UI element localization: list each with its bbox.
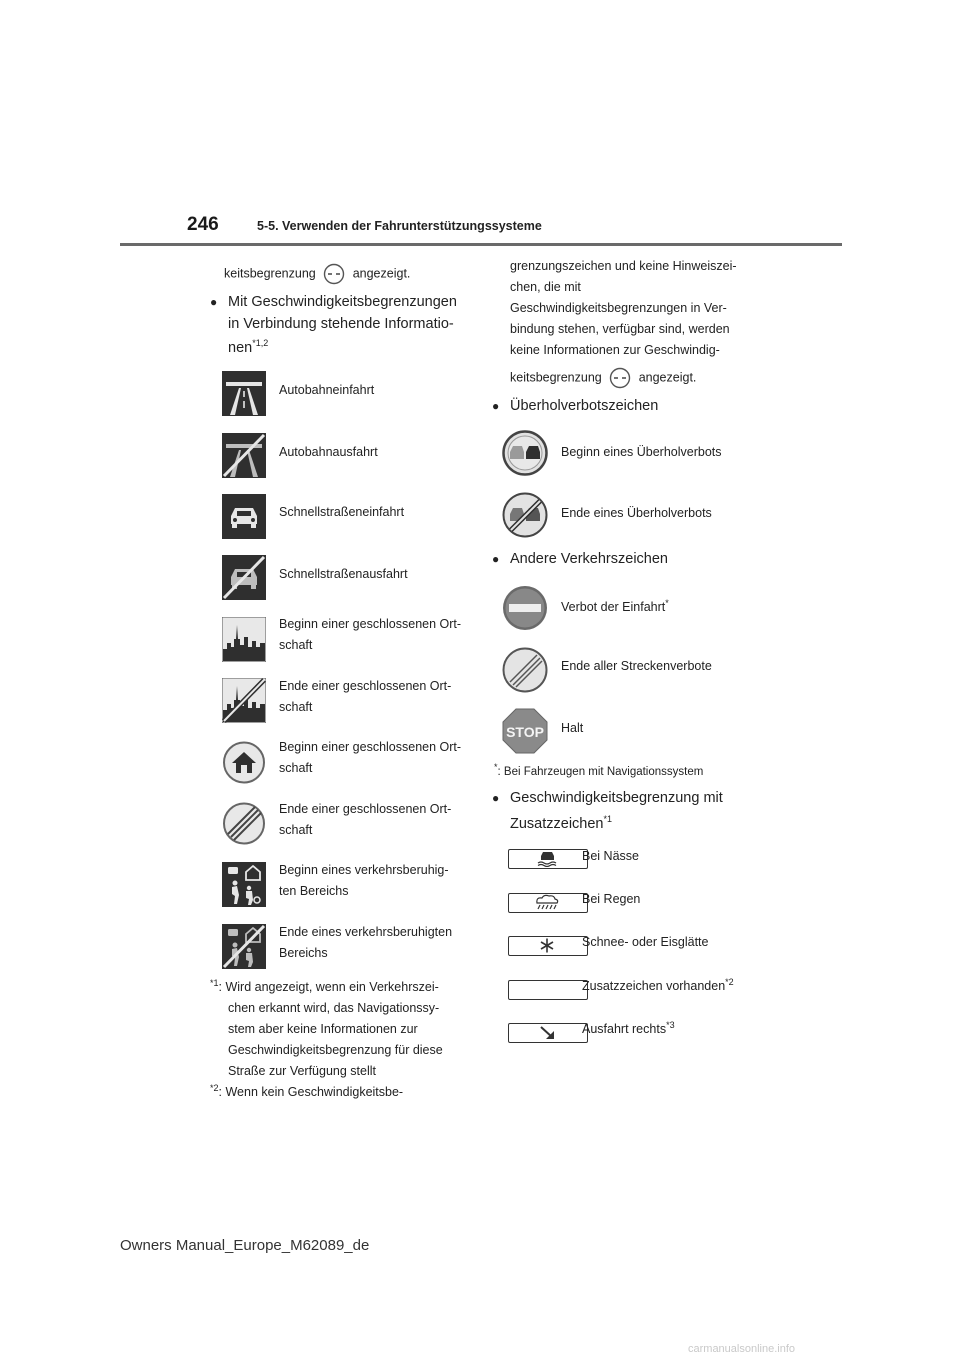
bullet-speed-plates (510, 787, 770, 835)
wet-road-icon (509, 850, 586, 867)
continuation-line: bindung stehen, verfügbar sind, werden (510, 322, 730, 336)
residential-start-icon (222, 740, 266, 785)
bullet-speed-sup: *1 (603, 814, 613, 825)
town-end-icon (222, 678, 266, 723)
motorway-exit-icon (222, 433, 266, 478)
bullet-speed-info (228, 291, 478, 359)
sign-label-9 (279, 860, 449, 902)
sign-label-3: Schnellstraßeneinfahrt (279, 505, 405, 519)
sign-label-1: Autobahneinfahrt (279, 383, 375, 397)
footnote-star-mark: * (494, 762, 498, 773)
footnote-2-mark: *2 (210, 1082, 219, 1093)
footnote-star-text: : Bei Fahrzeugen mit Navigationssystem (497, 766, 704, 778)
footnote-1-mark: *1 (210, 977, 219, 988)
residential-end-icon (222, 801, 266, 846)
header-rule (120, 243, 842, 246)
sign-label-7-line-1: Beginn einer geschlossenen Ort- (279, 740, 462, 754)
other-label-3: Halt (561, 721, 584, 735)
plate-label-4-sup: *2 (725, 976, 734, 987)
bullet-line-1: ● Mit Geschwindigkeitsbegrenzungen (228, 294, 457, 310)
continuation-end (510, 367, 696, 389)
traffic-calmed-start-icon (222, 862, 266, 907)
watermark: carmanualsonline.info (688, 1343, 796, 1355)
sign-label-10 (279, 922, 452, 964)
continuation-line: keine Informationen zur Geschwindig- (510, 343, 720, 357)
plate-label-5 (582, 1019, 675, 1040)
arrow-down-right-icon (509, 1024, 586, 1041)
footnote-2-text: : Wenn kein Geschwindigkeitsbe- (218, 1085, 404, 1099)
section-title: 5-5. Verwenden der Fahrunterstützungssysteme (257, 219, 542, 233)
other-label-1 (561, 597, 669, 618)
sign-label-2: Autobahnausfahrt (279, 445, 378, 459)
stop-sign-text: STOP (506, 724, 544, 740)
expressway-entry-icon (222, 494, 266, 539)
snowflake-icon (509, 937, 586, 954)
plate-label-4 (582, 976, 734, 997)
plate-label-5-text: Ausfahrt rechts (582, 1022, 667, 1036)
snow-plate-icon (508, 936, 588, 956)
bullet-overtake: ● Überholverbotszeichen (510, 395, 658, 417)
sign-label-6-line-1: Ende einer geschlossenen Ort- (279, 679, 452, 693)
other-label-1-sup: * (665, 597, 669, 608)
sign-label-5-line-1: Beginn einer geschlossenen Ort- (279, 617, 462, 631)
continuation-end-a: keitsbegrenzung (510, 370, 602, 385)
continuation-end-b: angezeigt. (638, 370, 697, 385)
page-number: 246 (187, 214, 219, 235)
blank-plate-icon (508, 980, 588, 1000)
sign-label-6-line-2: schaft (279, 700, 313, 714)
intro-text-b: angezeigt. (352, 266, 411, 281)
bullet-line-2: in Verbindung stehende Informatio- (228, 316, 454, 332)
plate-label-2: Bei Regen (582, 892, 641, 906)
sign-label-10-line-2: Bereichs (279, 946, 328, 960)
no-entry-icon (502, 585, 548, 631)
bullet-sup: *1,2 (252, 338, 269, 349)
other-label-2: Ende aller Streckenverbote (561, 659, 712, 673)
footnote-1-line: : Wird angezeigt, wenn ein Verkehrszei- (218, 980, 439, 994)
sign-label-8-line-1: Ende einer geschlossenen Ort- (279, 802, 452, 816)
town-start-icon (222, 617, 266, 662)
footnote-star (494, 762, 703, 782)
sign-label-8-line-2: schaft (279, 823, 313, 837)
footnote-1-line: Geschwindigkeitsbegrenzung für diese (228, 1043, 443, 1057)
bullet-speed-line-2: Zusatzzeichen (510, 816, 604, 832)
no-speed-limit-icon (323, 263, 345, 285)
wet-plate-icon (508, 849, 588, 869)
sign-label-7 (279, 737, 461, 779)
intro-text-a: keitsbegrenzung (224, 266, 316, 281)
no-speed-limit-icon (609, 367, 631, 389)
stop-sign-icon (502, 708, 548, 754)
intro-line (224, 263, 410, 285)
footnote-1-line: Straße zur Verfügung stellt (228, 1064, 376, 1078)
overtake-label-2: Ende eines Überholverbots (561, 506, 712, 520)
sign-label-6 (279, 676, 451, 718)
bullet-speed-line-1: ● Geschwindigkeitsbegrenzung mit (510, 790, 723, 806)
rain-cloud-icon (509, 894, 586, 911)
exit-right-plate-icon (508, 1023, 588, 1043)
traffic-calmed-end-icon (222, 924, 266, 969)
overtake-label-1: Beginn eines Überholverbots (561, 445, 722, 459)
expressway-exit-icon (222, 555, 266, 600)
plate-label-5-sup: *3 (666, 1019, 675, 1030)
plate-label-3: Schnee- oder Eisglätte (582, 935, 709, 949)
sign-label-9-line-2: ten Bereichs (279, 884, 349, 898)
sign-label-5-line-2: schaft (279, 638, 313, 652)
continuation-line: grenzungszeichen und keine Hinweiszei- (510, 259, 737, 273)
motorway-entry-icon (222, 371, 266, 416)
continuation-line: chen, die mit (510, 280, 581, 294)
footnote-2 (210, 1082, 403, 1103)
footnote-1-line: chen erkannt wird, das Navigationssy- (228, 1001, 440, 1015)
no-overtaking-start-icon (502, 430, 548, 476)
plate-label-4-text: Zusatzzeichen vorhanden (582, 979, 726, 993)
sign-label-7-line-2: schaft (279, 761, 313, 775)
sign-label-10-line-1: Ende eines verkehrsberuhigten (279, 925, 453, 939)
sign-label-8 (279, 799, 451, 841)
other-label-1-text: Verbot der Einfahrt (561, 600, 666, 614)
plate-label-1: Bei Nässe (582, 849, 639, 863)
rain-plate-icon (508, 893, 588, 913)
bullet-line-3: nen (228, 340, 253, 356)
sign-label-4: Schnellstraßenausfahrt (279, 567, 408, 581)
no-overtaking-end-icon (502, 492, 548, 538)
continuation-text (510, 256, 810, 361)
end-all-restrictions-icon (502, 647, 548, 693)
footer-text: Owners Manual_Europe_M62089_de (120, 1237, 370, 1254)
sign-label-5 (279, 614, 461, 656)
bullet-other: ● Andere Verkehrszeichen (510, 548, 668, 570)
sign-label-9-line-1: Beginn eines verkehrsberuhig- (279, 863, 449, 877)
continuation-line: Geschwindigkeitsbegrenzungen in Ver- (510, 301, 727, 315)
footnote-1-line: stem aber keine Informationen zur (228, 1022, 418, 1036)
footnote-1 (210, 977, 480, 1082)
